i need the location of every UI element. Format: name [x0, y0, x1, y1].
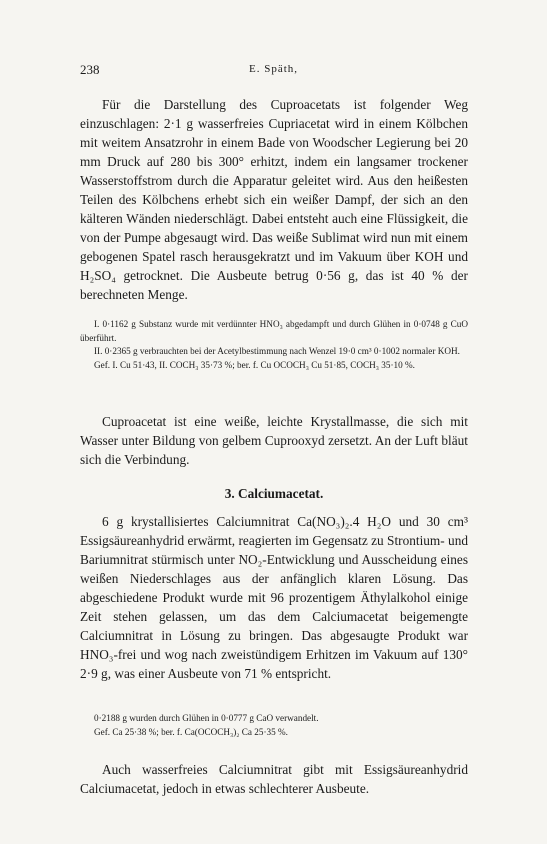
- paragraph-calciumacetat-alternative: Auch wasserfreies Calciumnitrat gibt mit Essigsäureanhydrid Calciumacetat, jedoch in etwas schlechterer Ausbeute.: [80, 762, 468, 796]
- section-heading: 3. Calciumacetat.: [224, 486, 324, 501]
- paragraph-cuproacetat-preparation: Für die Darstellung des Cuproacetats ist folgender Weg einzuschlagen: 2·1 g wasserfreies Cupriacetat wird in einem Kölbchen mit weitem Ansatzrohr in einem Bade von Woodscher Legierung bei 20 mm Druck auf 280 bis 300° erhitzt, indem ein langsamer trockener Wasserstoffstrom durch die Apparatur geleitet wird. Aus den heißesten Teilen des Kölbchens erhebt sich ein weißer Dampf, der sich an den kälteren Wänden niederschlägt. Dabei entsteht auch eine Flüssigkeit, die von der Pumpe abgesaugt wird. Das weiße Sublimat wird nun mit einem gebogenen Spatel rasch herausgekratzt und im Vakuum über KOH und H₂SO₄ getrocknet. Die Ausbeute betrug 0·56 g, das ist 40 % der berechneten Menge.: [80, 97, 468, 302]
- paragraph-cuproacetat-properties: Cuproacetat ist eine weiße, leichte Krystallmasse, die sich mit Wasser unter Bildung von gelbem Cuprooxyd zersetzt. An der Luft bläut sich die Verbindung.: [80, 414, 468, 467]
- running-header: [80, 62, 467, 80]
- analysis-note: Gef. Ca 25·38 %; ber. f. Ca(OCOCH₃)₂ Ca 25·35 %.: [94, 726, 288, 737]
- paragraph-calciumacetat-preparation: 6 g krystallisiertes Calciumnitrat Ca(NO₃)₂.4 H₂O und 30 cm³ Essigsäureanhydrid erwärmt, reagierten im Gegensatz zu Strontium- und Bariumnitrat stürmisch unter NO₂-Entwicklung und Ausscheidung eines weißen Niederschlages aus der anfänglich klaren Lösung. Das abgeschiedene Produkt wurde mit 96 prozentigem Äthylalkohol einige Zeit stehen gelassen, um das dem Calciumacetat beigemengte Calciumnitrat in Lösung zu bringen. Das abgesaugte Produkt war HNO₃-frei und wog nach zweistündigem Erhitzen im Vakuum auf 130° 2·9 g, was einer Ausbeute von 71 % entspricht.: [80, 514, 468, 681]
- running-title: E. Späth,: [248, 63, 299, 75]
- analysis-note: II. 0·2365 g verbrauchten bei der Acetylbestimmung nach Wenzel 19·0 cm³ 0·1002 normaler KOH.: [94, 346, 460, 356]
- analysis-note: I. 0·1162 g Substanz wurde mit verdünnter HNO₃ abgedampft und durch Glühen in 0·0748 g CuO überführt.: [80, 319, 468, 343]
- analysis-notes-cuproacetat: [80, 318, 468, 372]
- analysis-note: 0·2188 g wurden durch Glühen in 0·0777 g CaO verwandelt.: [94, 713, 319, 723]
- analysis-notes-calciumacetat: [80, 712, 468, 739]
- analysis-note: Gef. I. Cu 51·43, II. COCH₃ 35·73 %; ber. f. Cu OCOCH₃ Cu 51·85, COCH₃ 35·10 %.: [94, 359, 415, 370]
- page-number: 238: [80, 62, 100, 77]
